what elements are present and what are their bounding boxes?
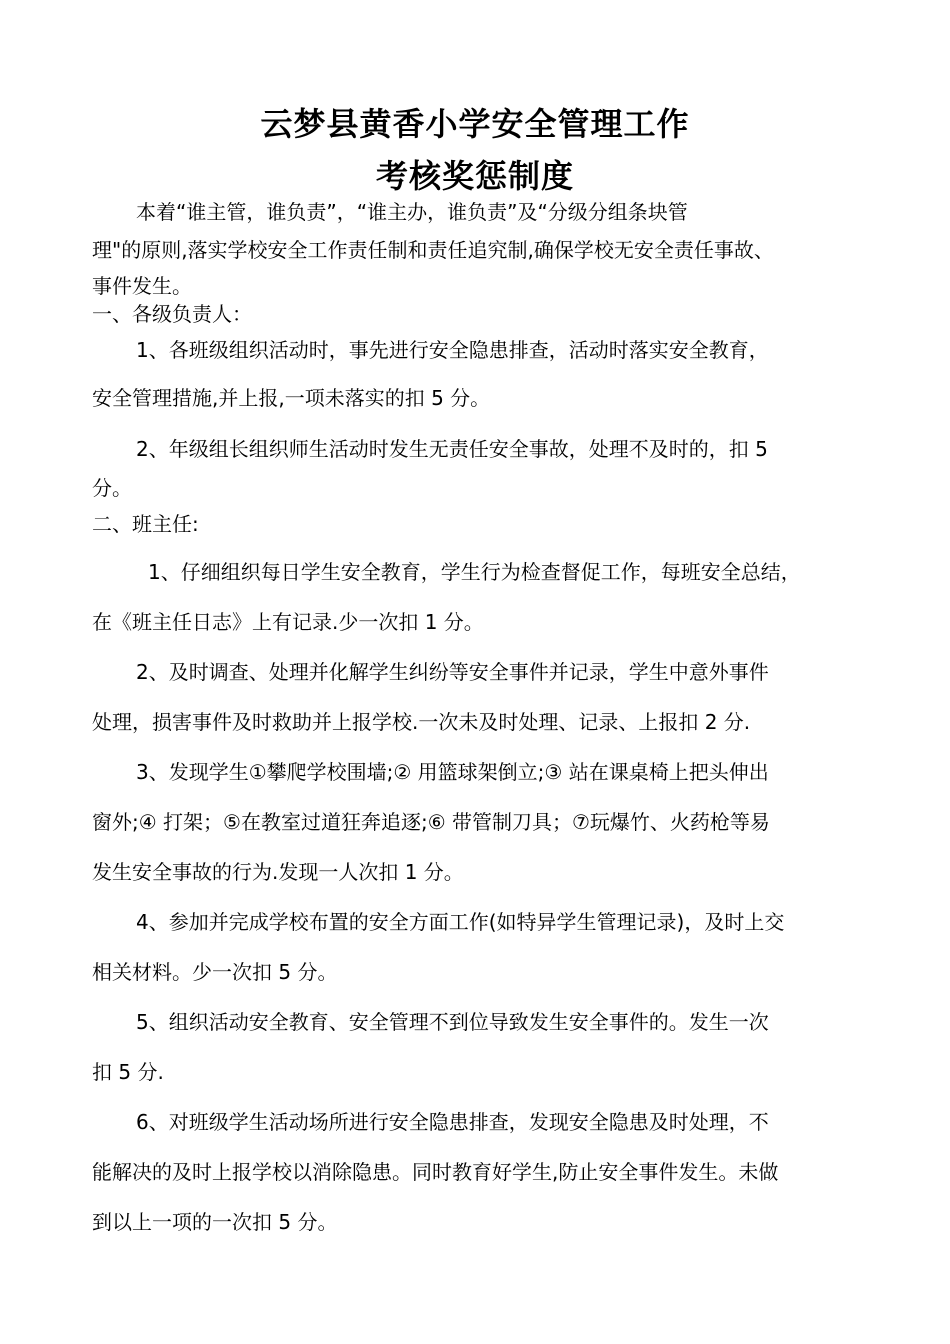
- section-2-item-3-line-3: 发生安全事故的行为.发现一人次扣 1 分。: [92, 860, 464, 884]
- section-2-item-5-line-2: 扣 5 分.: [92, 1060, 164, 1084]
- section-2-item-3-line-1: 3、发现学生①攀爬学校围墙;② 用篮球架倒立;③ 站在课桌椅上把头伸出: [136, 760, 769, 784]
- section-2-item-1-line-2: 在《班主任日志》上有记录.少一次扣 1 分。: [92, 610, 484, 634]
- title-line-1: 云梦县黄香小学安全管理工作: [260, 105, 690, 143]
- section-2-item-4-line-1: 4、参加并完成学校布置的安全方面工作(如特异学生管理记录)，及时上交: [136, 910, 785, 934]
- section-2-heading: 二、班主任:: [92, 512, 199, 536]
- intro-line-3: 事件发生。: [92, 274, 192, 298]
- section-1-item-2-line-1: 2、年级组长组织师生活动时发生无责任安全事故，处理不及时的，扣 5: [136, 437, 768, 461]
- section-2-item-1-line-1: 1、仔细组织每日学生安全教育，学生行为检查督促工作，每班安全总结，: [148, 560, 801, 584]
- section-2-item-3-line-2: 窗外;④ 打架；⑤在教室过道狂奔追逐;⑥ 带管制刀具；⑦玩爆竹、火药枪等易: [92, 810, 770, 834]
- section-2-item-2-line-2: 处理，损害事件及时救助并上报学校.一次未及时处理、记录、上报扣 2 分.: [92, 710, 751, 734]
- intro-line-2: 理"的原则,落实学校安全工作责任制和责任追究制,确保学校无安全责任事故、: [92, 238, 774, 262]
- section-2-item-5-line-1: 5、组织活动安全教育、安全管理不到位导致发生安全事件的。发生一次: [136, 1010, 769, 1034]
- section-1-item-1-line-1: 1、各班级组织活动时，事先进行安全隐患排查，活动时落实安全教育，: [136, 338, 769, 362]
- section-2-item-6-line-3: 到以上一项的一次扣 5 分。: [92, 1210, 338, 1234]
- intro-line-1: 本着“谁主管，谁负责”，“谁主办，谁负责”及“分级分组条块管: [136, 200, 688, 224]
- section-1-item-1-line-2: 安全管理措施,并上报,一项未落实的扣 5 分。: [92, 386, 491, 410]
- section-1-item-2-line-2: 分。: [92, 476, 132, 500]
- section-2-item-6-line-2: 能解决的及时上报学校以消除隐患。同时教育好学生,防止安全事件发生。未做: [92, 1160, 779, 1184]
- section-2-item-6-line-1: 6、对班级学生活动场所进行安全隐患排查，发现安全隐患及时处理，不: [136, 1110, 769, 1134]
- section-2-item-2-line-1: 2、及时调查、处理并化解学生纠纷等安全事件并记录，学生中意外事件: [136, 660, 769, 684]
- title-line-2: 考核奖惩制度: [375, 157, 574, 195]
- section-2-item-4-line-2: 相关材料。少一次扣 5 分。: [92, 960, 338, 984]
- section-1-heading: 一、各级负责人：: [92, 302, 252, 326]
